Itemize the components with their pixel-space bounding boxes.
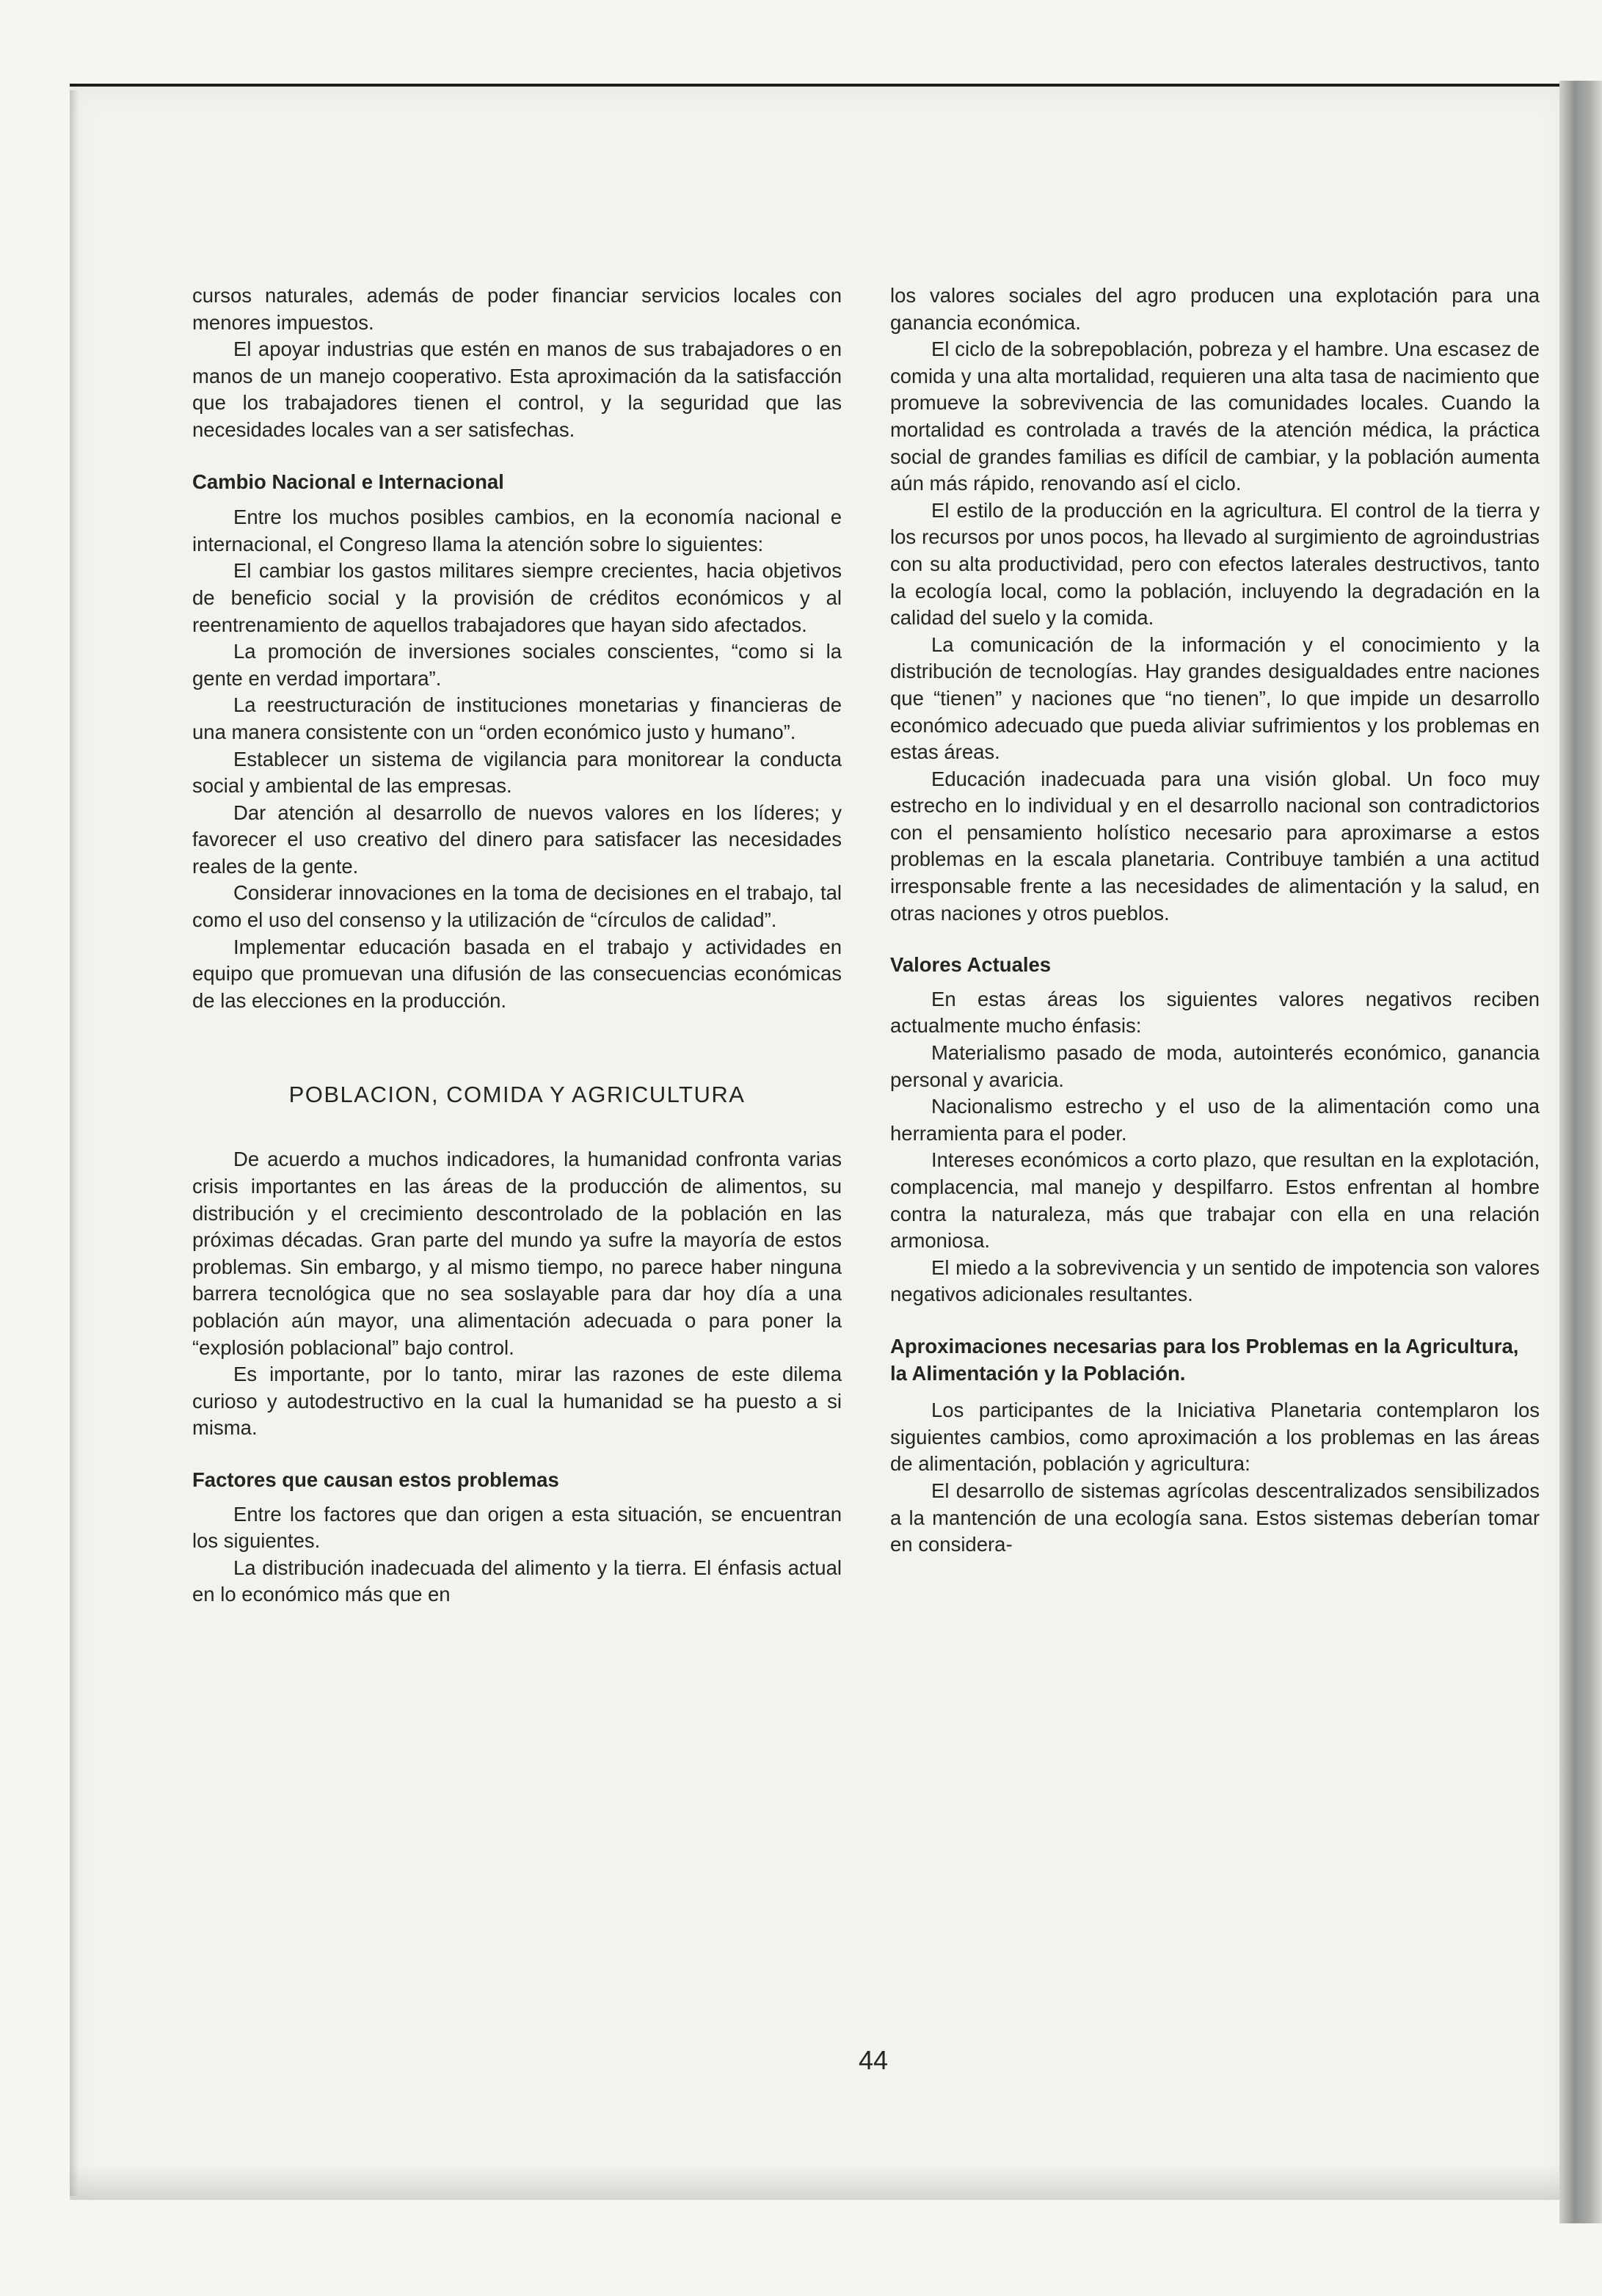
page-edge: [1559, 81, 1602, 2223]
paragraph: Es importante, por lo tanto, mirar las razones de este dilema curioso y autodestructivo en la cual la humanidad se ha puesto a si misma.: [192, 1363, 842, 1440]
spacer: [192, 1014, 842, 1082]
paragraph: Educación inadecuada para una visión global. Un foco muy estrecho en lo individual y en el desarrollo nacional son contradictorios con el pensamiento holístico necesario para aproximarse a estos problemas en la escala planetaria. Contribuye también a una actitud irresponsable frente a las necesidades de alimentación y la salud, en otras naciones y otros pueblos.: [890, 767, 1540, 925]
paragraph: El miedo a la sobrevivencia y un sentido de impotencia son valores negativos adicionales resultantes.: [890, 1255, 1540, 1306]
paragraph: Establecer un sistema de vigilancia para monitorear la conducta social y ambiental de las empresas.: [192, 747, 842, 798]
right-column: [890, 283, 1540, 1559]
paragraph: El ciclo de la sobrepoblación, pobreza y el hambre. Una escasez de comida y una alta mortalidad, requieren una alta tasa de nacimiento que promueve la sobrevivencia de las comunidades locales. Cuando la mortalidad es controlada a través de la atención médica, la práctica social de grandes familias es difícil de cambiar, y la población aumenta aún más rápido, renovando así el ciclo.: [890, 338, 1540, 495]
left-column: [192, 283, 842, 1608]
page-gutter-shadow: [70, 90, 79, 2196]
spacer: [192, 444, 842, 469]
paragraph: Nacionalismo estrecho y el uso de la alimentación como una herramienta para el poder.: [890, 1095, 1540, 1145]
paragraph: La comunicación de la información y el conocimiento y la distribución de tecnologías. Hay grandes desigualdades entre naciones que “tienen” y naciones que “no tienen”, lo que impide un desarrollo económico adecuado que pueda aliviar sufrimientos y los problemas en estas áreas.: [890, 633, 1540, 764]
spacer: [890, 1308, 1540, 1333]
section-heading-factores: Factores que causan estos problemas: [192, 1468, 559, 1491]
spacer: [890, 979, 1540, 986]
spacer: [890, 927, 1540, 952]
paragraph: El cambiar los gastos militares siempre crecientes, hacia objetivos de beneficio social y la provisión de créditos económicos y al reentrenamiento de aquellos trabajadores que hayan sido afectados.: [192, 559, 842, 636]
section-heading-valores: Valores Actuales: [890, 953, 1052, 977]
paragraph: Dar atención al desarrollo de nuevos valores en los líderes; y favorecer el uso creativo del dinero para satisfacer las necesidades reales de la gente.: [192, 801, 842, 878]
paragraph: El estilo de la producción en la agricultura. El control de la tierra y los recursos por unos pocos, ha llevado al surgimiento de agroindustrias con su alta productividad, pero con efectos laterales destructivos, tanto la ecología local, como la población, incluyendo la degradación en la calidad del suelo y la comida.: [890, 498, 1540, 630]
paragraph: El apoyar industrias que estén en manos de sus trabajadores o en manos de un manejo cooperativo. Esta aproximación da la satisfacción que los trabajadores tienen el control, y la seguridad que las necesidades locales van a ser satisfechas.: [192, 338, 842, 441]
paragraph: Los participantes de la Iniciativa Planetaria contemplaron los siguientes cambios, como aproximación a los problemas en las áreas de alimentación, población y agricultura:: [890, 1399, 1540, 1476]
paragraph: Entre los muchos posibles cambios, en la economía nacional e internacional, el Congreso llama la atención sobre lo siguientes:: [192, 506, 842, 555]
spacer: [192, 1494, 842, 1501]
paragraph: cursos naturales, además de poder financiar servicios locales con menores impuestos.: [192, 284, 842, 334]
page-bottom-shadow: [70, 2165, 1567, 2200]
paragraph: La distribución inadecuada del alimento y la tierra. El énfasis actual en lo económico más que en: [192, 1556, 842, 1606]
paragraph: Implementar educación basada en el trabajo y actividades en equipo que promuevan una difusión de las consecuencias económicas de las elecciones en la producción.: [192, 935, 842, 1012]
spacer: [192, 1108, 842, 1146]
paragraph: En estas áreas los siguientes valores negativos reciben actualmente mucho énfasis:: [890, 987, 1540, 1038]
paragraph: El desarrollo de sistemas agrícolas descentralizados sensibilizados a la mantención de una ecología sana. Estos sistemas deberían tomar en considera-: [890, 1479, 1540, 1556]
paragraph: los valores sociales del agro producen una explotación para una ganancia económica.: [890, 284, 1540, 334]
page-number: 44: [858, 2045, 889, 2075]
paragraph: La promoción de inversiones sociales conscientes, “como si la gente en verdad importara”.: [192, 640, 842, 690]
spacer: [192, 1442, 842, 1467]
paragraph: Considerar innovaciones en la toma de decisiones en el trabajo, tal como el uso del consenso y la utilización de “círculos de calidad”.: [192, 881, 842, 932]
paragraph: Materialismo pasado de moda, autointerés económico, ganancia personal y avaricia.: [890, 1041, 1540, 1091]
spacer: [192, 495, 842, 504]
spacer: [890, 1387, 1540, 1397]
section-heading-cambio: Cambio Nacional e Internacional: [192, 470, 504, 493]
paragraph: Entre los factores que dan origen a esta situación, se encuentran los siguientes.: [192, 1502, 842, 1553]
section-heading-aproximaciones: Aproximaciones necesarias para los Problemas en la Agricultura, la Alimentación y la Población.: [890, 1334, 1519, 1385]
paragraph: Intereses económicos a corto plazo, que resultan en la explotación, complacencia, mal manejo y despilfarro. Estos enfrentan al hombre contra la naturaleza, más que trabajar con ella en una relación armoniosa.: [890, 1148, 1540, 1253]
section-heading-poblacion: POBLACION, COMIDA Y AGRICULTURA: [288, 1082, 746, 1108]
paragraph: De acuerdo a muchos indicadores, la humanidad confronta varias crisis importantes en las áreas de la producción de alimentos, su distribución y el crecimiento descontrolado de la población en las próximas décadas. Gran parte del mundo ya sufre la mayoría de estos problemas. Sin embargo, y al mismo tiempo, no parece haber ninguna barrera tecnológica que no sea soslayable para dar hoy día a una población aún mayor, una alimentación adecuada o para poner la “explosión poblacional” bajo control.: [192, 1148, 842, 1359]
paragraph: La reestructuración de instituciones monetarias y financieras de una manera consistente con un “orden económico justo y humano”.: [192, 693, 842, 743]
